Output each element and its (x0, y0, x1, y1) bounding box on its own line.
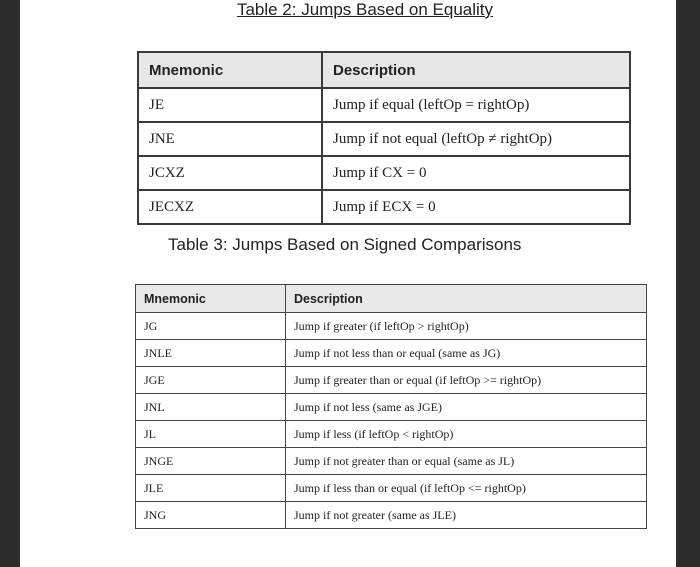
table-row (136, 313, 647, 340)
table-header-row (138, 52, 630, 88)
description-cell: Jump if greater (if leftOp > rightOp) (286, 313, 647, 340)
mnemonic-cell: JGE (136, 367, 286, 394)
mnemonic-cell: JE (138, 88, 322, 122)
description-cell: Jump if ECX = 0 (322, 190, 630, 224)
equality-jumps-table (137, 51, 631, 225)
description-cell: Jump if not equal (leftOp ≠ rightOp) (322, 122, 630, 156)
table-row (136, 475, 647, 502)
table-row (136, 421, 647, 448)
mnemonic-cell: JECXZ (138, 190, 322, 224)
mnemonic-cell: JCXZ (138, 156, 322, 190)
left-dark-border (0, 0, 20, 567)
right-dark-border (676, 0, 700, 567)
description-cell: Jump if less (if leftOp < rightOp) (286, 421, 647, 448)
description-cell: Jump if not greater than or equal (same as JL) (286, 448, 647, 475)
description-header: Description (322, 52, 630, 88)
table-row (136, 502, 647, 529)
description-cell: Jump if greater than or equal (if leftOp >= rightOp) (286, 367, 647, 394)
mnemonic-cell: JNGE (136, 448, 286, 475)
table-row (136, 367, 647, 394)
description-cell: Jump if not less (same as JGE) (286, 394, 647, 421)
description-cell: Jump if not greater (same as JLE) (286, 502, 647, 529)
description-cell: Jump if not less than or equal (same as JG) (286, 340, 647, 367)
description-header: Description (286, 285, 647, 313)
signed-jumps-table (135, 284, 647, 529)
table-row (138, 88, 630, 122)
description-cell: Jump if equal (leftOp = rightOp) (322, 88, 630, 122)
description-cell: Jump if CX = 0 (322, 156, 630, 190)
mnemonic-cell: JL (136, 421, 286, 448)
table-row (138, 190, 630, 224)
mnemonic-header: Mnemonic (138, 52, 322, 88)
mnemonic-cell: JG (136, 313, 286, 340)
table3-title: Table 3: Jumps Based on Signed Comparisons (168, 235, 522, 254)
table-row (138, 122, 630, 156)
mnemonic-cell: JNG (136, 502, 286, 529)
mnemonic-cell: JNLE (136, 340, 286, 367)
mnemonic-cell: JNL (136, 394, 286, 421)
description-cell: Jump if less than or equal (if leftOp <= rightOp) (286, 475, 647, 502)
mnemonic-cell: JNE (138, 122, 322, 156)
table-header-row (136, 285, 647, 313)
mnemonic-header: Mnemonic (136, 285, 286, 313)
table2-title: Table 2: Jumps Based on Equality (236, 0, 494, 19)
table-row (136, 394, 647, 421)
mnemonic-cell: JLE (136, 475, 286, 502)
table-row (138, 156, 630, 190)
table-row (136, 340, 647, 367)
table-row (136, 448, 647, 475)
